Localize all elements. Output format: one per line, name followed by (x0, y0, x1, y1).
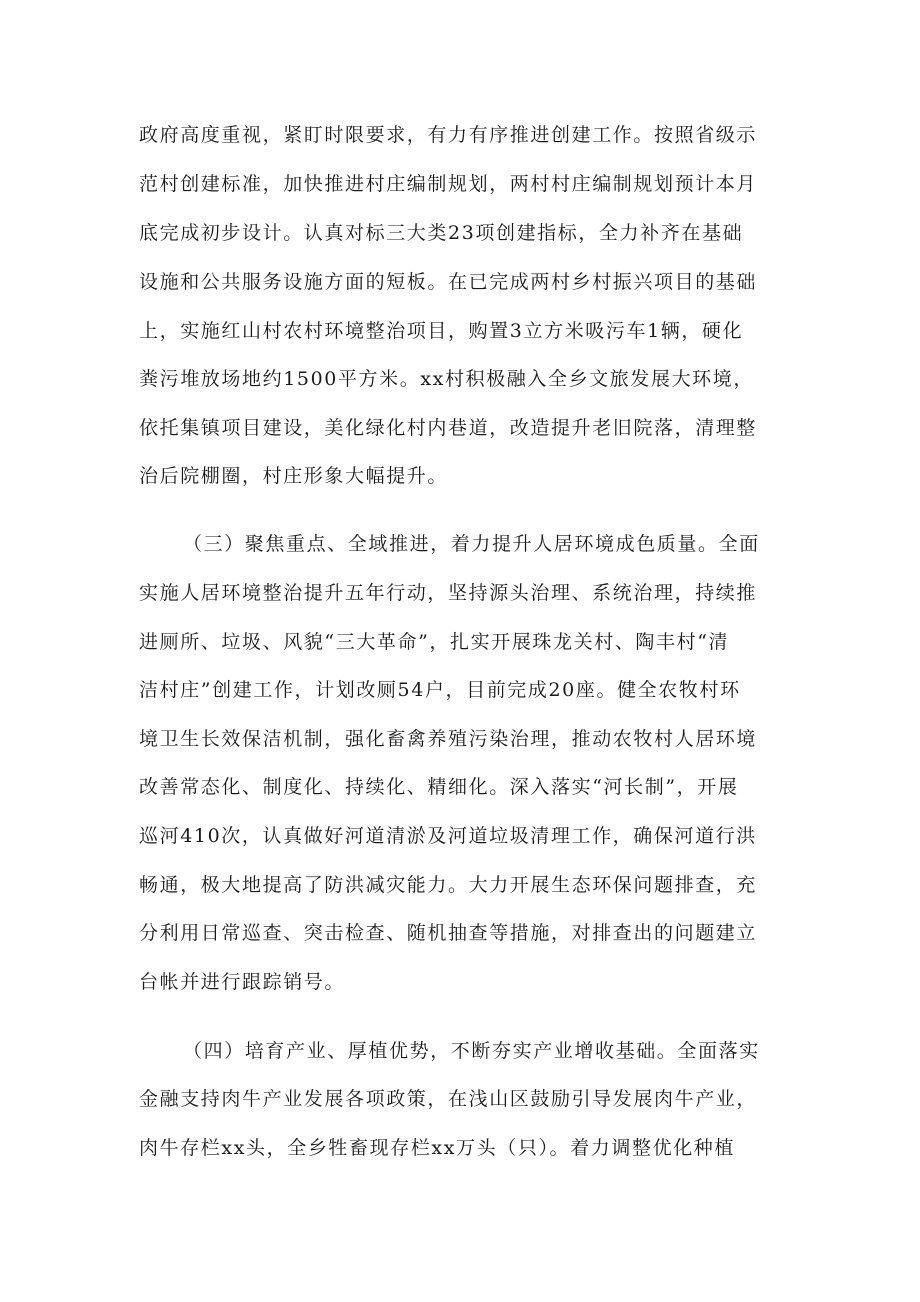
paragraph-line: 依托集镇项目建设，美化绿化村内巷道，改造提升老旧院落，清理整 (139, 417, 758, 439)
paragraph-line: 金融支持肉牛产业发展各项政策，在浅山区鼓励引导发展肉牛产业， (139, 1088, 758, 1110)
paragraph-line: 台帐并进行跟踪销号。 (139, 971, 346, 993)
paragraph-line: 政府高度重视，紧盯时限要求，有力有序推进创建工作。按照省级示 (139, 124, 758, 146)
paragraph-line: 畅通，极大地提高了防洪减灾能力。大力开展生态环保问题排查，充 (139, 874, 758, 896)
paragraph-heading-line: （三）聚焦重点、全域推进，着力提升人居环境成色质量。全面 (183, 533, 760, 555)
paragraph-line: 实施人居环境整治提升五年行动，坚持源头治理、系统治理，持续推 (139, 582, 758, 604)
paragraph-line: 治后院棚圈，村庄形象大幅提升。 (139, 465, 449, 487)
paragraph-line: 洁村庄”创建工作，计划改厕54户，目前完成20座。健全农牧村环 (139, 679, 741, 701)
paragraph-line: 巡河410次，认真做好河道清淤及河道垃圾清理工作，确保河道行洪 (139, 825, 757, 847)
paragraph-line: 粪污堆放场地约1500平方米。xx村积极融入全乡文旅发展大环境， (139, 368, 754, 390)
paragraph-line: 底完成初步设计。认真对标三大类23项创建指标，全力补齐在基础 (139, 222, 744, 244)
paragraph-heading-line: （四）培育产业、厚植优势，不断夯实产业增收基础。全面落实 (183, 1040, 760, 1062)
paragraph-line: 分利用日常巡查、突击检查、随机抽查等措施，对排查出的问题建立 (139, 922, 758, 944)
paragraph-line: 设施和公共服务设施方面的短板。在已完成两村乡村振兴项目的基础 (139, 271, 758, 293)
paragraph-line: 改善常态化、制度化、持续化、精细化。深入落实“河长制”，开展 (139, 776, 739, 798)
paragraph-line: 境卫生长效保洁机制，强化畜禽养殖污染治理，推动农牧村人居环境 (139, 728, 758, 750)
paragraph-line: 肉牛存栏xx头，全乡牲畜现存栏xx万头（只）。着力调整优化种植 (139, 1137, 735, 1159)
paragraph-line: 进厕所、垃圾、风貌“三大革命”，扎实开展珠龙关村、陶丰村“清 (139, 631, 730, 653)
paragraph-line: 范村创建标准，加快推进村庄编制规划，两村村庄编制规划预计本月 (139, 173, 758, 195)
paragraph-line: 上，实施红山村农村环境整治项目，购置3立方米吸污车1辆，硬化 (139, 320, 744, 342)
